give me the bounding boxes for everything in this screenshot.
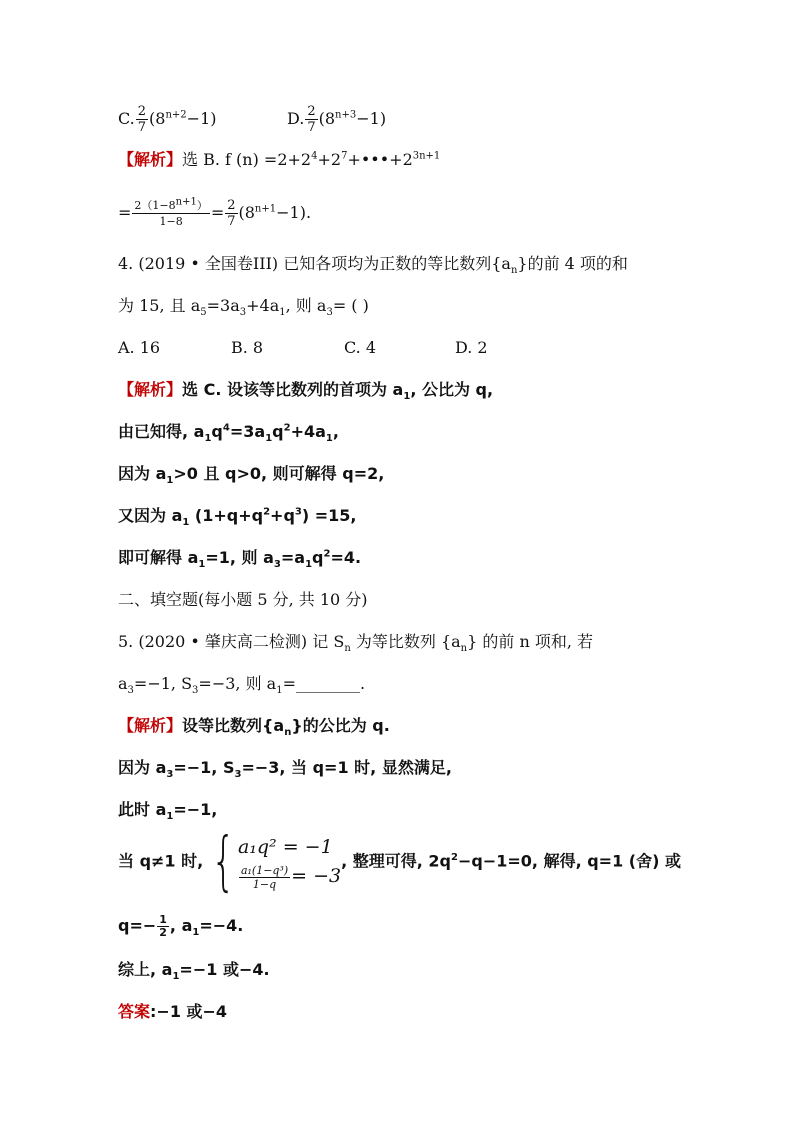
q4-analysis-line2: 由已知得, $a_1q^4=3a_1q^2+4a_1$, — [118, 422, 339, 445]
q5-analysis-line6: 综上, $a_1=-1$ 或−4. — [118, 960, 270, 983]
section-heading: 二、填空题(每小题 5 分, 共 10 分) — [118, 590, 368, 609]
analysis-tag: 【解析】 — [118, 716, 183, 735]
q4-analysis-line4: 又因为 $a_1$ $(1+q+q^2+q^3) =15$, — [118, 506, 357, 529]
q5-analysis-line5: q=− $\frac{1}{2}$ , $a_1=-4$. — [118, 913, 244, 939]
q4-stem-line2: 为 15, 且 $a_5=3a_3+4a_1$, 则 $a_3=$ ( ) — [118, 296, 369, 319]
q3-analysis-line1: 【解析】选 B. f $(n) =2+2^4+2^7+•••+2^{3n+1}$ — [118, 150, 441, 169]
q4-option-c: C. 4 — [344, 338, 377, 357]
q4-option-b: B. 8 — [231, 338, 264, 357]
fraction: $\frac{2}{7}$ — [307, 104, 316, 135]
fraction: $\frac{2}{7}$ — [227, 198, 236, 229]
q4-analysis-line3: 因为 $a_1>0$ 且 q>0, 则可解得 q=2, — [118, 464, 385, 487]
answer-label: 答案 — [118, 1002, 151, 1021]
q5-stem-line2: $a_3=-1$, $S_3=-3$, 则 $a_1=\_\_\_\_\_\_\_\_$. — [118, 674, 366, 697]
q4-stem-line1: 4. (2019 • 全国卷III) 已知各项均为正数的等比数列$\{a_n\}$的前 4 项的和 — [118, 254, 628, 277]
q5-stem-line1: 5. (2020 • 肇庆高二检测) 记 $S_n$ 为等比数列 $\{a_n\}$ 的前 n 项和, 若 — [118, 632, 594, 655]
analysis-tag: 【解析】 — [118, 380, 183, 399]
fraction: $\frac{1}{2}$ — [159, 913, 167, 939]
q3-option-d: D. $\frac{2}{7}$ $(8^{n+3}-1)$ — [287, 104, 387, 135]
q4-option-a: A. 16 — [118, 338, 161, 357]
q4-option-d: D. 2 — [455, 338, 488, 357]
q5-analysis-line2: 因为 $a_3=-1$, $S_3=-3$, 当 q=1 时, 显然满足, — [118, 758, 452, 781]
q5-analysis-line1: 【解析】设等比数列$\{a_n\}$的公比为 q. — [118, 716, 390, 739]
left-brace-icon: { — [211, 825, 236, 899]
analysis-tag: 【解析】 — [118, 150, 183, 169]
q3-option-c: C. $\frac{2}{7}$ $(8^{n+2}-1)$ — [118, 104, 217, 135]
fraction: $\frac{2}{7}$ — [137, 104, 147, 135]
q5-answer: 答案:−1 或−4 — [118, 1002, 228, 1021]
q4-analysis-line1: 【解析】选 C. 设该等比数列的首项为 $a_1$, 公比为 q, — [118, 380, 494, 403]
q5-analysis-line3: 此时 $a_1=-1$, — [118, 800, 218, 823]
equation-system: { a₁q² = −1 $\frac{\text{a₁(1−q³)}}{1-q}$ = −3 — [211, 825, 342, 899]
q5-analysis-line4: 当 q≠1 时, { a₁q² = −1 $\frac{\text{a₁(1−q³)}}{1-q}$ = −3 , 整理可得, $2q^2-q-1=0$, 解得, q=1 (舍) 或 — [118, 825, 681, 899]
q4-analysis-line5: 即可解得 $a_1=1$, 则 $a_3=a_1q^2=4$. — [118, 548, 362, 571]
q3-analysis-line2: = $\frac{2(1-8^{n+1})}{1-8}$ = $\frac{2}{7}$ $(8^{n+1}-1)$. — [118, 196, 312, 229]
fraction: $\frac{2(1-8^{n+1})}{1-8}$ — [134, 196, 208, 228]
